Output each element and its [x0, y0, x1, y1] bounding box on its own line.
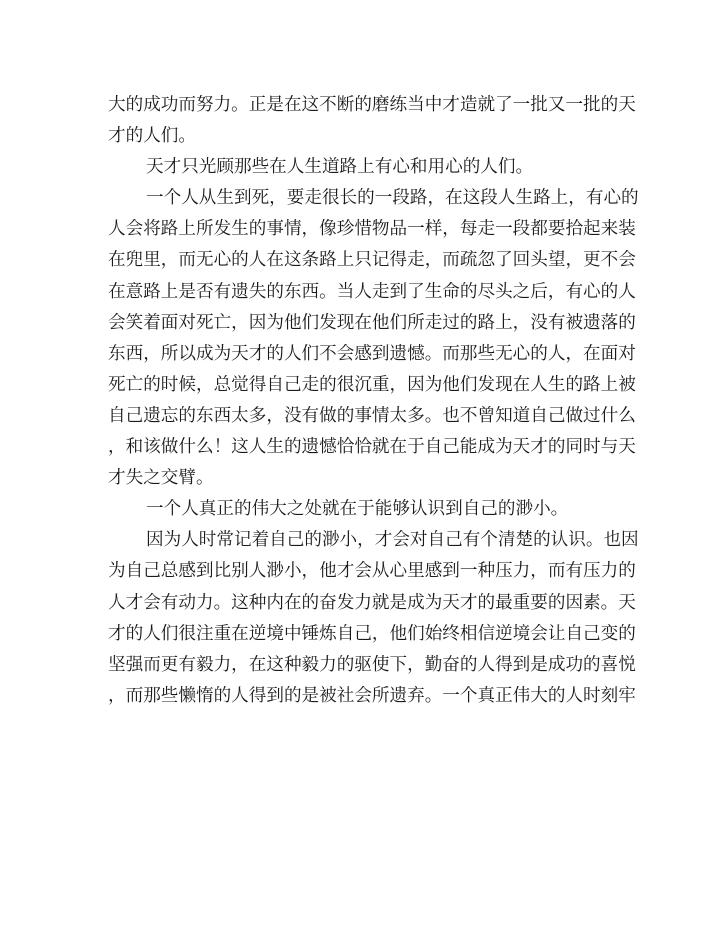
text-line: 一个人从生到死，要走很长的一段路，在这段人生路上，有心的	[146, 188, 639, 209]
text-line: ，和该做什么！这人生的遗憾恰恰就在于自己能成为天才的同时与天	[108, 437, 636, 458]
text-line: ，而那些懒惰的人得到的是被社会所遗弃。一个真正伟大的人时刻牢	[108, 685, 636, 706]
text-line: 自己遗忘的东西太多，没有做的事情太多。也不曾知道自己做过什么	[108, 405, 636, 426]
text-line: 为自己总感到比别人渺小，他才会从心里感到一种压力，而有压力的	[108, 561, 636, 582]
text-line: 才的人们很注重在逆境中锤炼自己，他们始终相信逆境会让自己变的	[108, 623, 636, 644]
text-line: 因为人时常记着自己的渺小，才会对自己有个清楚的认识。也因	[146, 530, 639, 551]
text-line: 坚强而更有毅力，在这种毅力的驱使下，勤奋的人得到是成功的喜悦	[108, 654, 636, 675]
text-line: 才的人们。	[108, 126, 196, 147]
text-line: 人会将路上所发生的事情，像珍惜物品一样，每走一段都要拾起来装	[108, 219, 636, 240]
text-line: 大的成功而努力。正是在这不断的磨练当中才造就了一批又一批的天	[108, 95, 636, 115]
text-line: 东西，所以成为天才的人们不会感到遗憾。而那些无心的人，在面对	[108, 343, 636, 364]
body-text	[108, 90, 639, 712]
text-line: 死亡的时候，总觉得自己走的很沉重，因为他们发现在人生的路上被	[108, 374, 636, 395]
text-line: 人才会有动力。这种内在的奋发力就是成为天才的最重要的因素。天	[108, 592, 636, 613]
text-line: 天才只光顾那些在人生道路上有心和用心的人们。	[146, 157, 534, 178]
text-line: 一个人真正的伟大之处就在于能够认识到自己的渺小。	[146, 499, 569, 520]
text-line: 才失之交臂。	[108, 468, 214, 489]
text-line: 在意路上是否有遗失的东西。当人走到了生命的尽头之后，有心的人	[108, 281, 636, 302]
text-line: 在兜里，而无心的人在这条路上只记得走，而疏忽了回头望，更不会	[108, 250, 636, 271]
text-line: 会笑着面对死亡，因为他们发现在他们所走过的路上，没有被遗落的	[108, 312, 636, 333]
